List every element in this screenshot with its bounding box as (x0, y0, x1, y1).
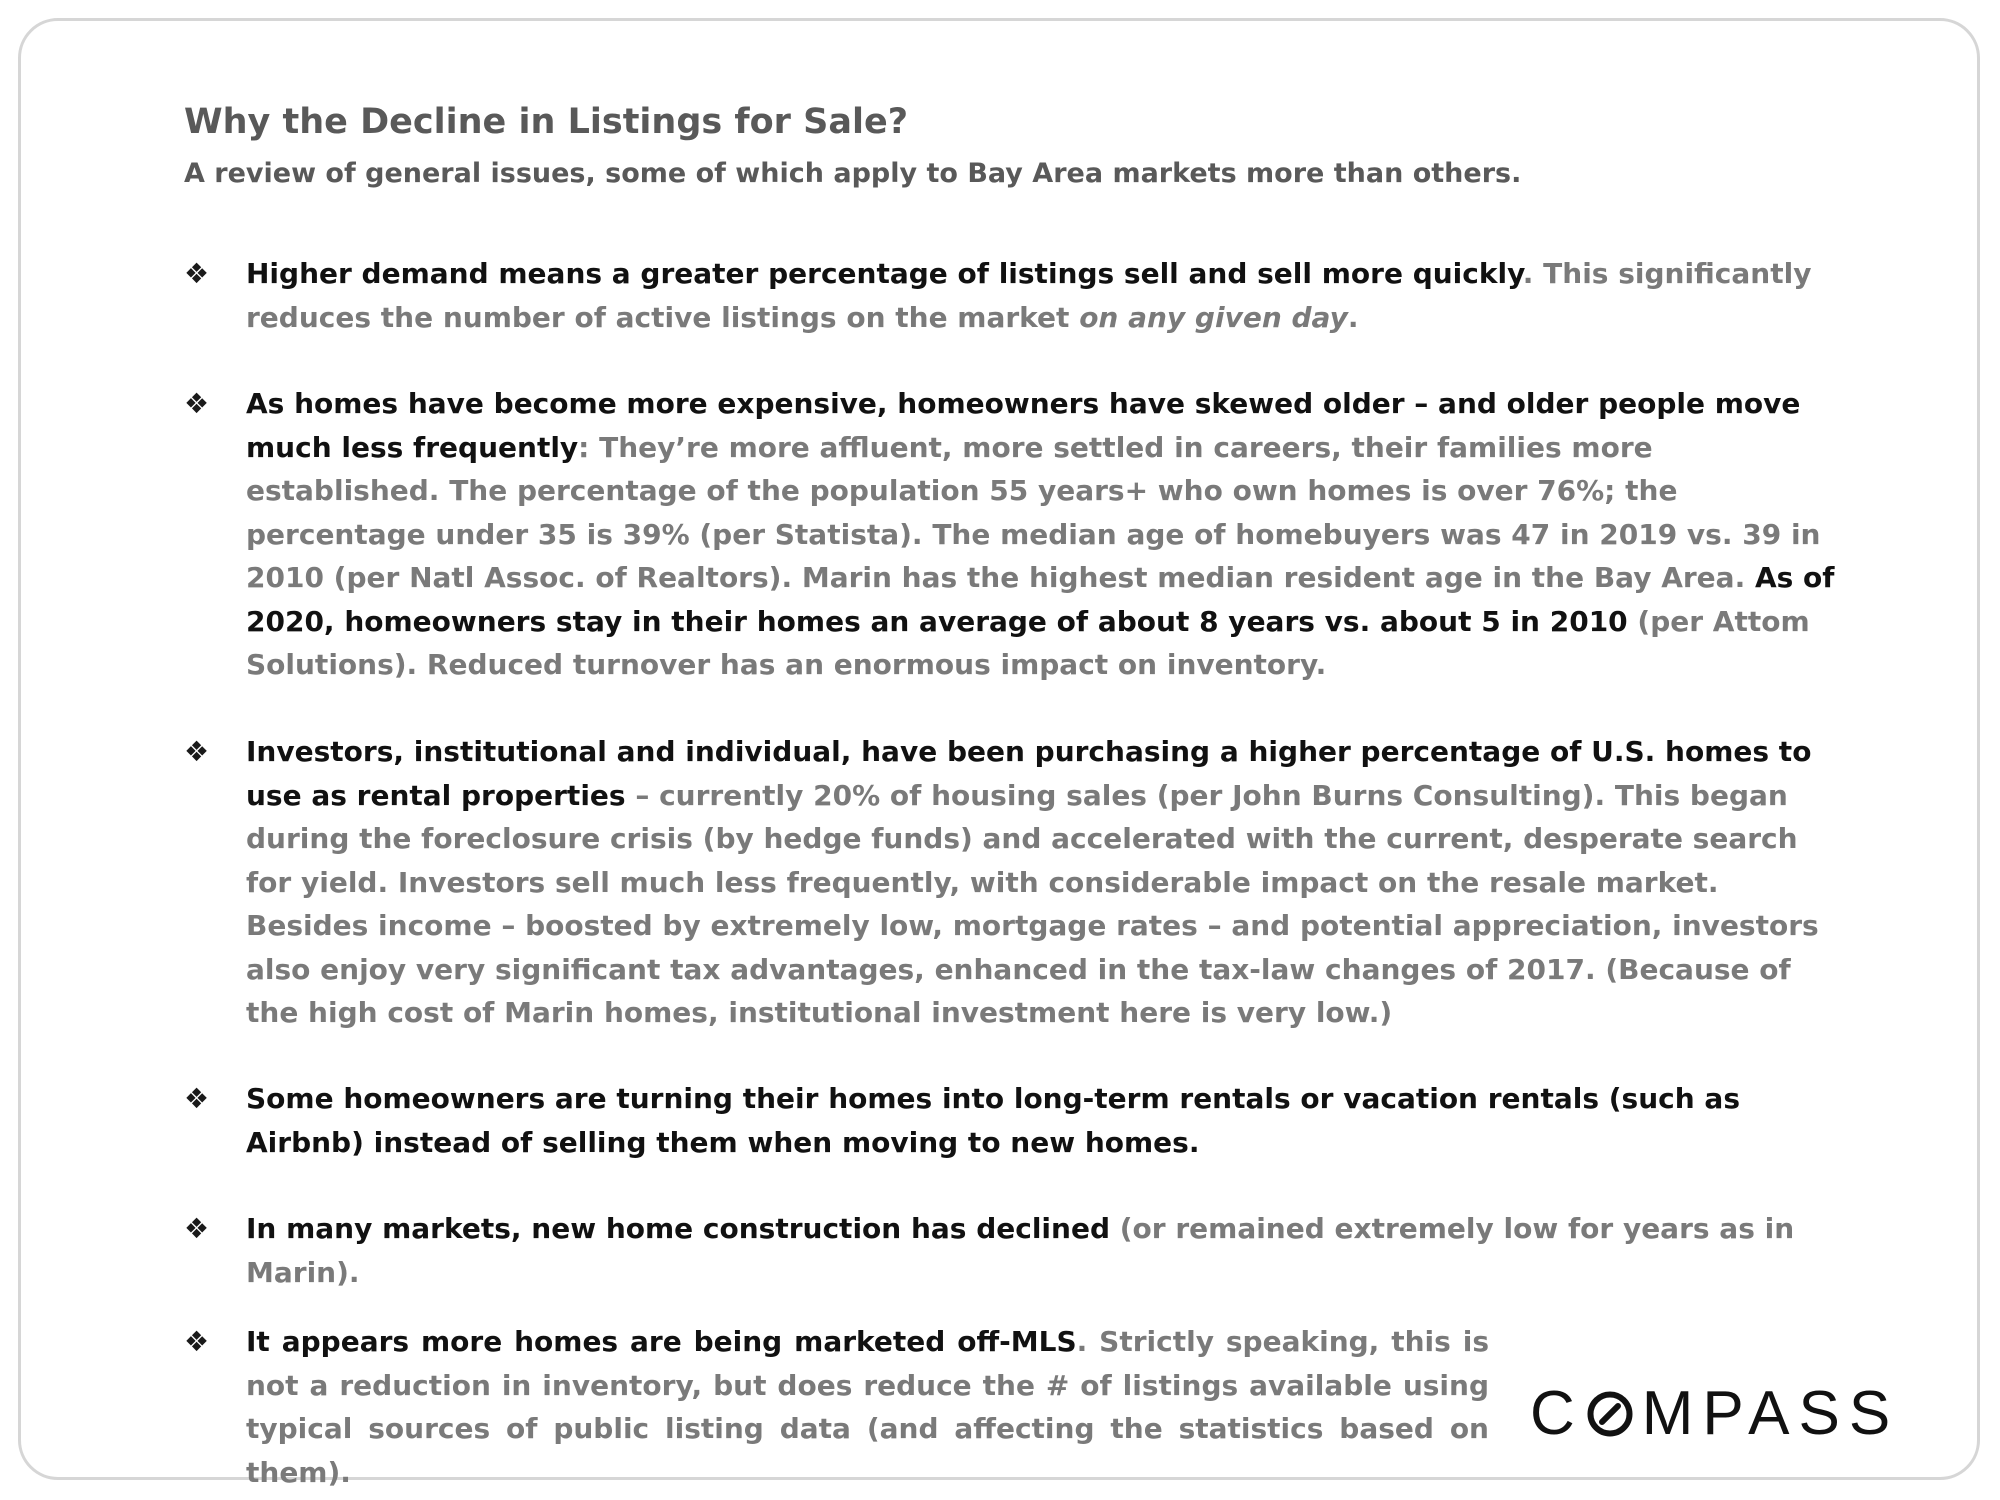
bullet-emphasis: It appears more homes are being marketed off-MLS (246, 1325, 1077, 1358)
bullet-text (246, 1320, 1489, 1494)
bullet-detail: : They’re more affluent, more settled in careers, their families more established. The percentage of the population 55 years+ who own homes is over 76%; the percentage under 35 is 39% (per Statista). The median age of homebuyers was 47 in 2019 vs. 39 in 2010 (per Natl Assoc. of Realtors). Marin has the highest median resident age in the Bay Area. (246, 430, 1821, 594)
bullet-text (246, 1077, 1844, 1164)
diamond-bullet-icon: ❖ (184, 735, 210, 768)
bullet-italic: on any given day (1079, 300, 1348, 334)
diamond-bullet-icon: ❖ (184, 1325, 210, 1358)
bullet-emphasis: Higher demand means a greater percentage of listings sell and sell more quickly (246, 257, 1523, 290)
bullet-item-construction (184, 1207, 1844, 1294)
bullet-item-rentals (184, 1077, 1844, 1164)
bullet-text (246, 252, 1844, 339)
bullet-detail-end: . (1347, 300, 1359, 334)
bullet-text (246, 382, 1844, 687)
bullet-item-off-mls (184, 1320, 1489, 1494)
logo-letter-c: C (1530, 1379, 1584, 1448)
logo-letters-mpass: MPASS (1641, 1379, 1900, 1448)
bullet-text (246, 1207, 1844, 1294)
bullet-emphasis: Some homeowners are turning their homes into long-term rentals or vacation rentals (such as Airbnb) instead of selling them when moving to new homes. (246, 1082, 1740, 1159)
page-title: Why the Decline in Listings for Sale? (184, 102, 908, 142)
bullet-item-investors (184, 730, 1844, 1035)
bullet-text (246, 730, 1844, 1035)
bullet-emphasis: In many markets, new home construction has declined (246, 1212, 1110, 1245)
bullet-detail: . This significantly reduces the number of active listings on the market (246, 257, 1812, 334)
page-subtitle: A review of general issues, some of which apply to Bay Area markets more than others. (184, 158, 1522, 189)
diamond-bullet-icon: ❖ (184, 1082, 210, 1115)
bullet-detail-end: (per Attom Solutions). Reduced turnover has an enormous impact on inventory. (246, 604, 1810, 681)
compass-o-icon (1587, 1391, 1633, 1437)
bullet-emphasis-second: As of 2020, homeowners stay in their homes an average of about 8 years vs. about 5 in 2010 (246, 561, 1835, 638)
bullet-item-demand (184, 252, 1844, 339)
bullet-emphasis: As homes have become more expensive, homeowners have skewed older – and older people move much less frequently (246, 387, 1801, 464)
bullet-emphasis: Investors, institutional and individual, have been purchasing a higher percentage of U.S. homes to use as rental properties (246, 735, 1812, 812)
bullet-detail: . Strictly speaking, this is not a reduction in inventory, but does reduce the # of listings available using typical sources of public listing data (and affecting the statistics based on them). (246, 1325, 1489, 1489)
diamond-bullet-icon: ❖ (184, 257, 210, 290)
bullet-detail: – currently 20% of housing sales (per John Burns Consulting). This began during the foreclosure crisis (by hedge funds) and accelerated with the current, desperate search for yield. Investors sell much less frequently, with considerable impact on the resale market. Besides income – boosted by extremely low, mortgage rates – and potential appreciation, investors also enjoy very significant tax advantages, enhanced in the tax-law changes of 2017. (Because of the high cost of Marin homes, institutional investment here is very low.) (246, 778, 1819, 1029)
compass-logo (1530, 1378, 1899, 1449)
bullet-item-aging-owners (184, 382, 1844, 687)
bullet-detail: (or remained extremely low for years as in Marin). (246, 1212, 1795, 1289)
diamond-bullet-icon: ❖ (184, 387, 210, 420)
diamond-bullet-icon: ❖ (184, 1212, 210, 1245)
